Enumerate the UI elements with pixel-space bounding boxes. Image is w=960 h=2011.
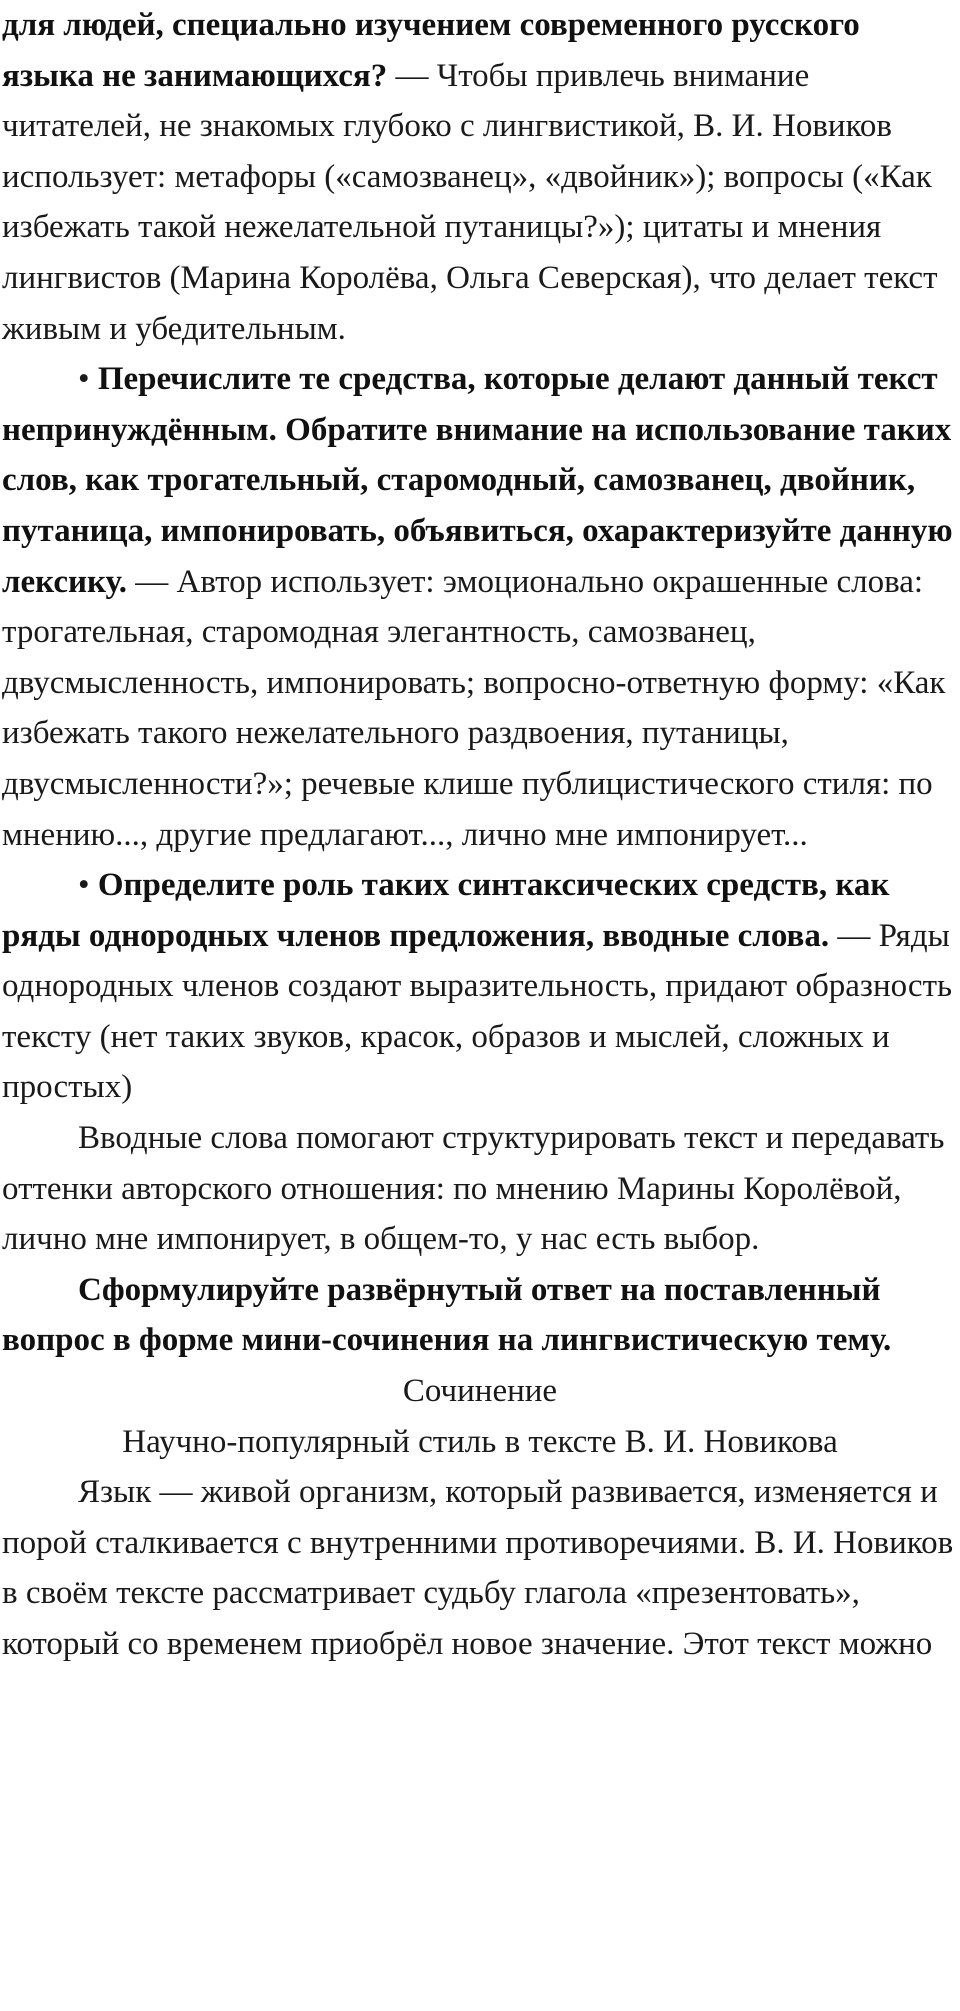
task-paragraph [2,1265,958,1366]
answer-paragraph-4: Вводные слова помогают структурировать текст и передавать оттенки авторского отношения: по мнению Марины Королёвой, лично мне импонирует, в общем-то, у нас есть выбор. [2,1120,945,1258]
essay-paragraph-1: Язык — живой организм, который развивается, изменяется и порой сталкивается с внутренними противоречиями. В. И. Новиков в своём тексте рассматривает судьбу глагола «презентовать», который со временем приобрёл новое значение. Этот текст можно [2,1474,954,1662]
answer-paragraph-1 [2,0,958,354]
answer-text-3: — Ряды однородных членов создают выразительность, придают образность тексту (нет таких звуков, красок, образов и мыслей, сложных и простых) [2,917,953,1106]
question-text-1: для людей, специально изучением современного русского языка не занимающихся? [2,7,860,94]
question-text-2: Перечислите те средства, которые делают данный текст непринуждённым. Обратите внимание на использование таких слов, как трогательный, старомодный, самозванец, двойник, путаница, импонировать, объявиться, охарактеризуйте данную лексику. [2,361,953,600]
answer-text-2: — Автор использует: эмоционально окрашенные слова: трогательная, старомодная элегантность, самозванец, двусмысленность, импонировать; вопросно-ответную форму: «Как избежать такого нежелательного раздвоения, путаницы, двусмысленности?»; речевые клише публицистического стиля: по мнению..., другие предлагают..., лично мне импонирует... [2,563,946,853]
answer-paragraph-3 [2,860,958,1113]
answer-paragraph-2 [2,354,958,860]
essay-heading: Сочинение [402,1373,558,1410]
task-text: Сформулируйте развёрнутый ответ на поставленный вопрос в форме мини-сочинения на лингвистическую тему. [2,1271,892,1359]
bullet-marker-1: • [78,361,98,398]
question-text-3: Определите роль таких синтаксических средств, как ряды однородных членов предложения, вводные слова. [2,867,890,954]
essay-title: Научно-популярный стиль в тексте В. И. Новикова [122,1423,838,1460]
bullet-marker-2: • [78,867,98,904]
answer-text-1: — Чтобы привлечь внимание читателей, не знакомых глубоко с лингвистикой, В. И. Новиков использует: метафоры («самозванец», «двойник»); вопросы («Как избежать такой нежелательной путаницы?»); цитаты и мнения лингвистов (Марина Королёва, Ольга Северская), что делает текст живым и убедительным. [2,57,938,347]
